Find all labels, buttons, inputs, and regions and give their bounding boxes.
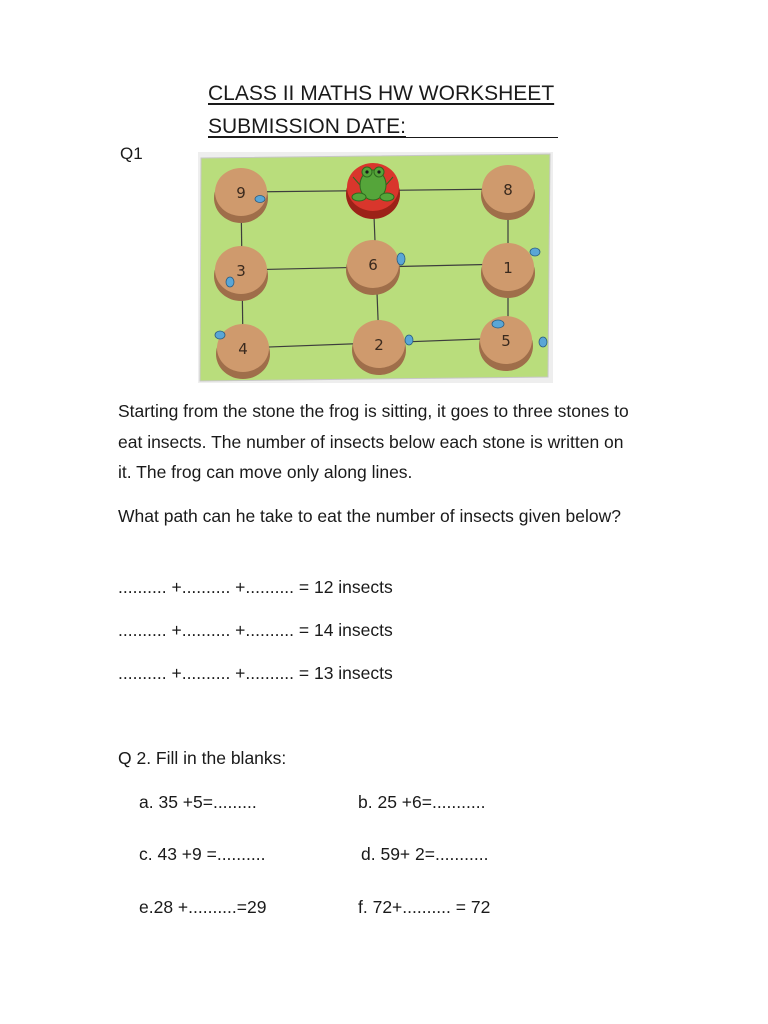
stone-frog — [346, 163, 400, 219]
blank-d: d. 59+ 2=........... — [361, 844, 489, 864]
q1-question: What path can he take to eat the number of insects given below? — [118, 506, 621, 526]
stone-label: 3 — [236, 262, 246, 280]
submission-date-label: SUBMISSION DATE: — [208, 115, 406, 138]
submission-date-blank-line — [405, 137, 558, 138]
equation-14: .......... +.......... +.......... = 14 insects — [118, 620, 393, 640]
question-1-number: Q1 — [120, 144, 143, 163]
blank-b: b. 25 +6=........... — [358, 792, 486, 812]
equation-12: .......... +.......... +.......... = 12 insects — [118, 577, 393, 597]
stone-label: 4 — [238, 340, 248, 358]
frog-stones-puzzle-image — [198, 152, 553, 383]
blank-c: c. 43 +9 =.......... — [139, 844, 266, 864]
q1-instructions: Starting from the stone the frog is sitting, it goes to three stones to eat insects. The number of insects below each stone is written on it. The frog can move only along lines. — [118, 401, 629, 482]
stone-label: 8 — [503, 181, 513, 199]
stone-label: 2 — [374, 336, 384, 354]
stone-label: 5 — [501, 332, 511, 350]
equation-13: .......... +.......... +.......... = 13 insects — [118, 663, 393, 683]
worksheet-title: CLASS II MATHS HW WORKSHEET — [208, 82, 555, 105]
stone-label: 1 — [503, 259, 513, 277]
stone-6 — [346, 240, 400, 295]
stone-label: 6 — [368, 256, 378, 274]
stone-1 — [481, 243, 535, 298]
stone-label: 9 — [236, 184, 246, 202]
stone-3 — [214, 246, 268, 301]
question-2-heading: Q 2. Fill in the blanks: — [118, 748, 287, 768]
stone-5 — [479, 316, 533, 371]
blank-f: f. 72+.......... = 72 — [358, 897, 491, 917]
blank-a: a. 35 +5=......... — [139, 792, 257, 812]
blank-e: e.28 +..........=29 — [139, 897, 267, 917]
stone-2 — [352, 320, 406, 375]
stone-8 — [481, 165, 535, 220]
